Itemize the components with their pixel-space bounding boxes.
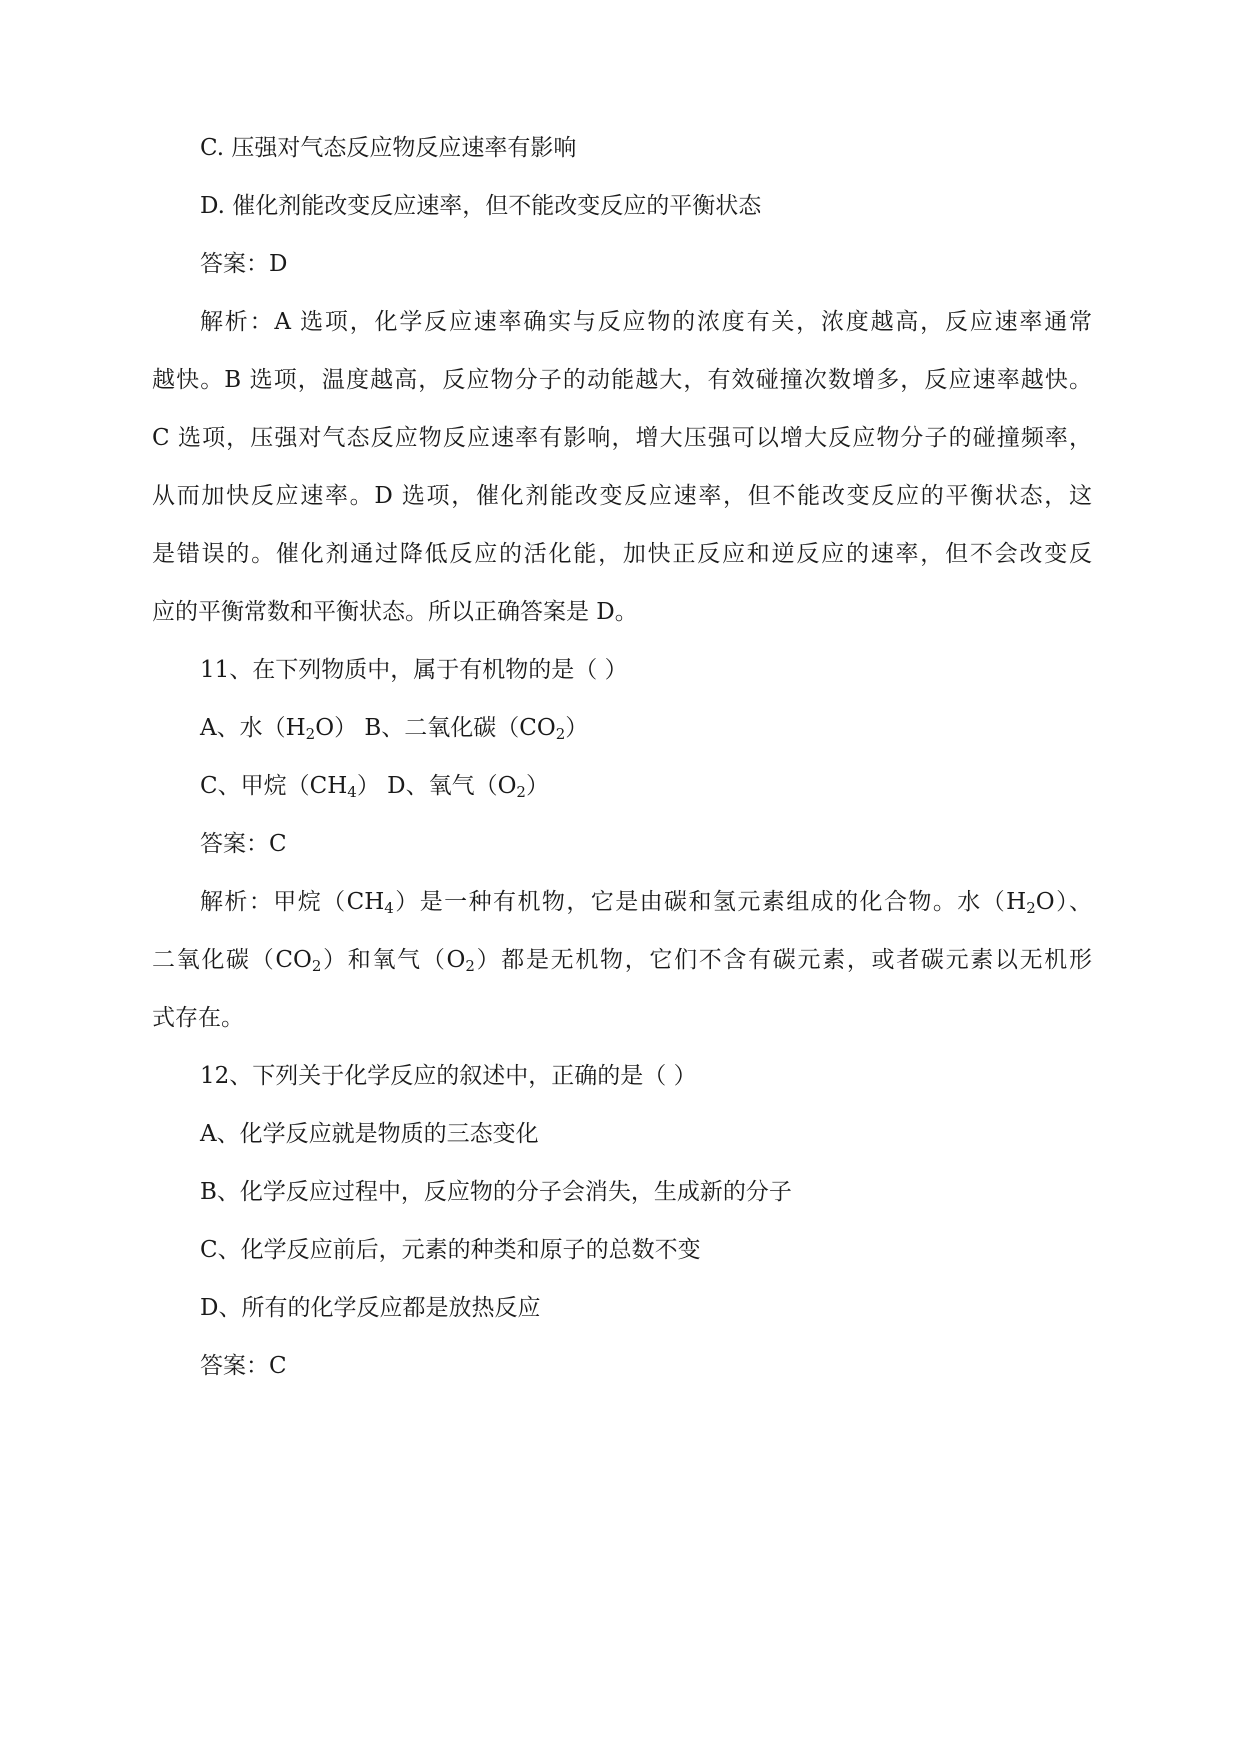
q10-explanation-line-6: 应的平衡常数和平衡状态。所以正确答案是 D。 [152,599,638,625]
q10-explanation-line-1: 解析：A 选项，化学反应速率确实与反应物的浓度有关，浓度越高，反应速率通常 [200,309,1092,335]
q12-question: 12、下列关于化学反应的叙述中，正确的是（ ） [200,1063,697,1089]
q11-subscript: 2 [465,957,475,975]
q11-subscript: 2 [311,957,322,975]
q11-option-a-text: A、水（H [200,715,306,741]
q11-options-ab [200,708,1092,748]
q11-explanation-text: ）是一种有机物，它是由碳和氢元素组成的化合物。水（H [393,889,1027,915]
q12-answer: 答案：C [200,1353,287,1379]
q12-option-c: C、化学反应前后，元素的种类和原子的总数不变 [200,1237,701,1263]
q10-option-d: D. 催化剂能改变反应速率，但不能改变反应的平衡状态 [200,193,762,219]
q11-explanation-line-1 [200,882,1092,922]
q11-subscript: 4 [384,899,394,917]
q10-explanation-line-4: 从而加快反应速率。D 选项，催化剂能改变反应速率，但不能改变反应的平衡状态，这 [152,483,1092,509]
q11-option-d-close: ） [525,773,549,799]
q11-explanation-text: 解析：甲烷（CH [200,889,385,915]
q11-explanation-line-3: 式存在。 [152,1005,244,1031]
q10-explanation-line-3: C 选项，压强对气态反应物反应速率有影响，增大压强可以增大反应物分子的碰撞频率， [152,425,1092,451]
q11-subscript: 4 [347,783,357,801]
q11-subscript: 2 [305,725,316,743]
q11-explanation-text: ）都是无机物，它们不含有碳元素，或者碳元素以无机形 [474,947,1092,973]
q11-option-b-text: O） B、二氧化碳（CO [315,715,556,741]
q11-explanation-text: 二氧化碳（CO [152,947,312,973]
q12-option-b: B、化学反应过程中，反应物的分子会消失，生成新的分子 [200,1179,792,1205]
q11-subscript: 2 [516,783,526,801]
q10-answer: 答案：D [200,251,288,277]
q12-option-d: D、所有的化学反应都是放热反应 [200,1295,541,1321]
q11-option-d-text: ） D、氧气（O [356,773,517,799]
q10-explanation-line-2: 越快。B 选项，温度越高，反应物分子的动能越大，有效碰撞次数增多，反应速率越快。 [152,367,1092,393]
q10-explanation-line-5: 是错误的。催化剂通过降低反应的活化能，加快正反应和逆反应的速率，但不会改变反 [152,541,1092,567]
q12-option-a: A、化学反应就是物质的三态变化 [200,1121,539,1147]
q10-option-c: C. 压强对气态反应物反应速率有影响 [200,135,577,161]
q11-option-b-close: ） [565,715,589,741]
q11-options-cd [200,766,1092,806]
q11-explanation-text: O）、 [1035,889,1093,915]
q11-answer: 答案：C [200,831,287,857]
q11-option-c-text: C、甲烷（CH [200,773,348,799]
q11-question: 11、在下列物质中，属于有机物的是（ ） [200,657,628,683]
q11-explanation-line-2 [152,940,1092,980]
q11-subscript: 2 [555,725,566,743]
q11-subscript: 2 [1026,899,1036,917]
q11-explanation-text: ）和氧气（O [321,947,466,973]
